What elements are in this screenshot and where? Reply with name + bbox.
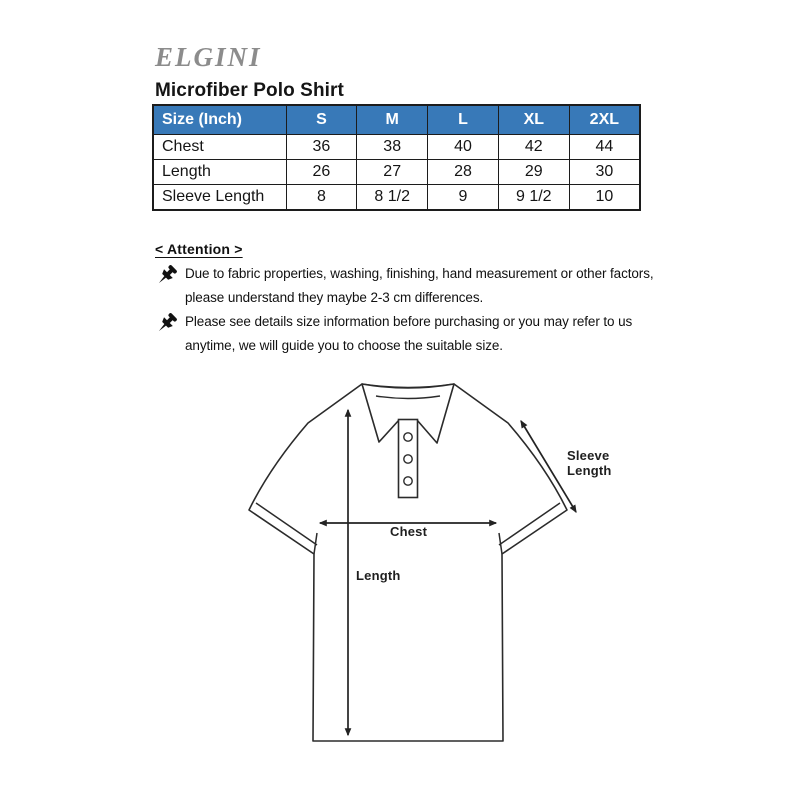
column-header-xl: XL — [498, 105, 569, 135]
column-header-size-inch: Size (Inch) — [153, 105, 286, 135]
cell-value: 28 — [428, 160, 499, 185]
attention-item — [155, 310, 654, 358]
cell-value: 26 — [286, 160, 357, 185]
chest-measure-label: Chest — [390, 524, 428, 539]
attention-line: Due to fabric properties, washing, finishing, hand measurement or other factors, — [185, 266, 654, 281]
cell-value: 36 — [286, 135, 357, 160]
cell-value: 8 — [286, 185, 357, 211]
cell-value: 9 — [428, 185, 499, 211]
size-table — [152, 104, 641, 211]
attention-item-text — [185, 262, 654, 310]
column-header-m: M — [357, 105, 428, 135]
size-table-header-row — [153, 105, 640, 135]
column-header-2xl: 2XL — [569, 105, 640, 135]
cell-value: 9 1/2 — [498, 185, 569, 211]
polo-shirt-drawing — [240, 370, 670, 770]
cell-value: 10 — [569, 185, 640, 211]
table-row-sleeve-length — [153, 185, 640, 211]
row-label: Sleeve Length — [153, 185, 286, 211]
attention-section — [155, 241, 654, 358]
pushpin-icon — [155, 263, 179, 287]
cell-value: 8 1/2 — [357, 185, 428, 211]
attention-line: Please see details size information before purchasing or you may refer to us — [185, 314, 633, 329]
attention-heading: < Attention > — [155, 241, 243, 257]
sleeve-label-line2: Length — [567, 463, 612, 478]
attention-item-text — [185, 310, 632, 358]
brand-logo: ELGINI — [155, 42, 262, 72]
cell-value: 27 — [357, 160, 428, 185]
row-label: Length — [153, 160, 286, 185]
cell-value: 40 — [428, 135, 499, 160]
sleeve-label-line1: Sleeve — [567, 448, 610, 463]
product-title: Microfiber Polo Shirt — [155, 80, 344, 101]
pushpin-icon — [155, 311, 179, 335]
column-header-l: L — [428, 105, 499, 135]
length-measure-label: Length — [356, 568, 401, 583]
attention-item — [155, 262, 654, 310]
table-row-length — [153, 160, 640, 185]
column-header-s: S — [286, 105, 357, 135]
row-label: Chest — [153, 135, 286, 160]
cell-value: 44 — [569, 135, 640, 160]
table-row-chest — [153, 135, 640, 160]
cell-value: 42 — [498, 135, 569, 160]
cell-value: 38 — [357, 135, 428, 160]
polo-shirt-diagram — [240, 370, 670, 770]
cell-value: 29 — [498, 160, 569, 185]
attention-line: please understand they maybe 2-3 cm differences. — [185, 290, 484, 305]
sleeve-length-measure-label — [567, 448, 612, 478]
cell-value: 30 — [569, 160, 640, 185]
attention-line: anytime, we will guide you to choose the suitable size. — [185, 338, 503, 353]
